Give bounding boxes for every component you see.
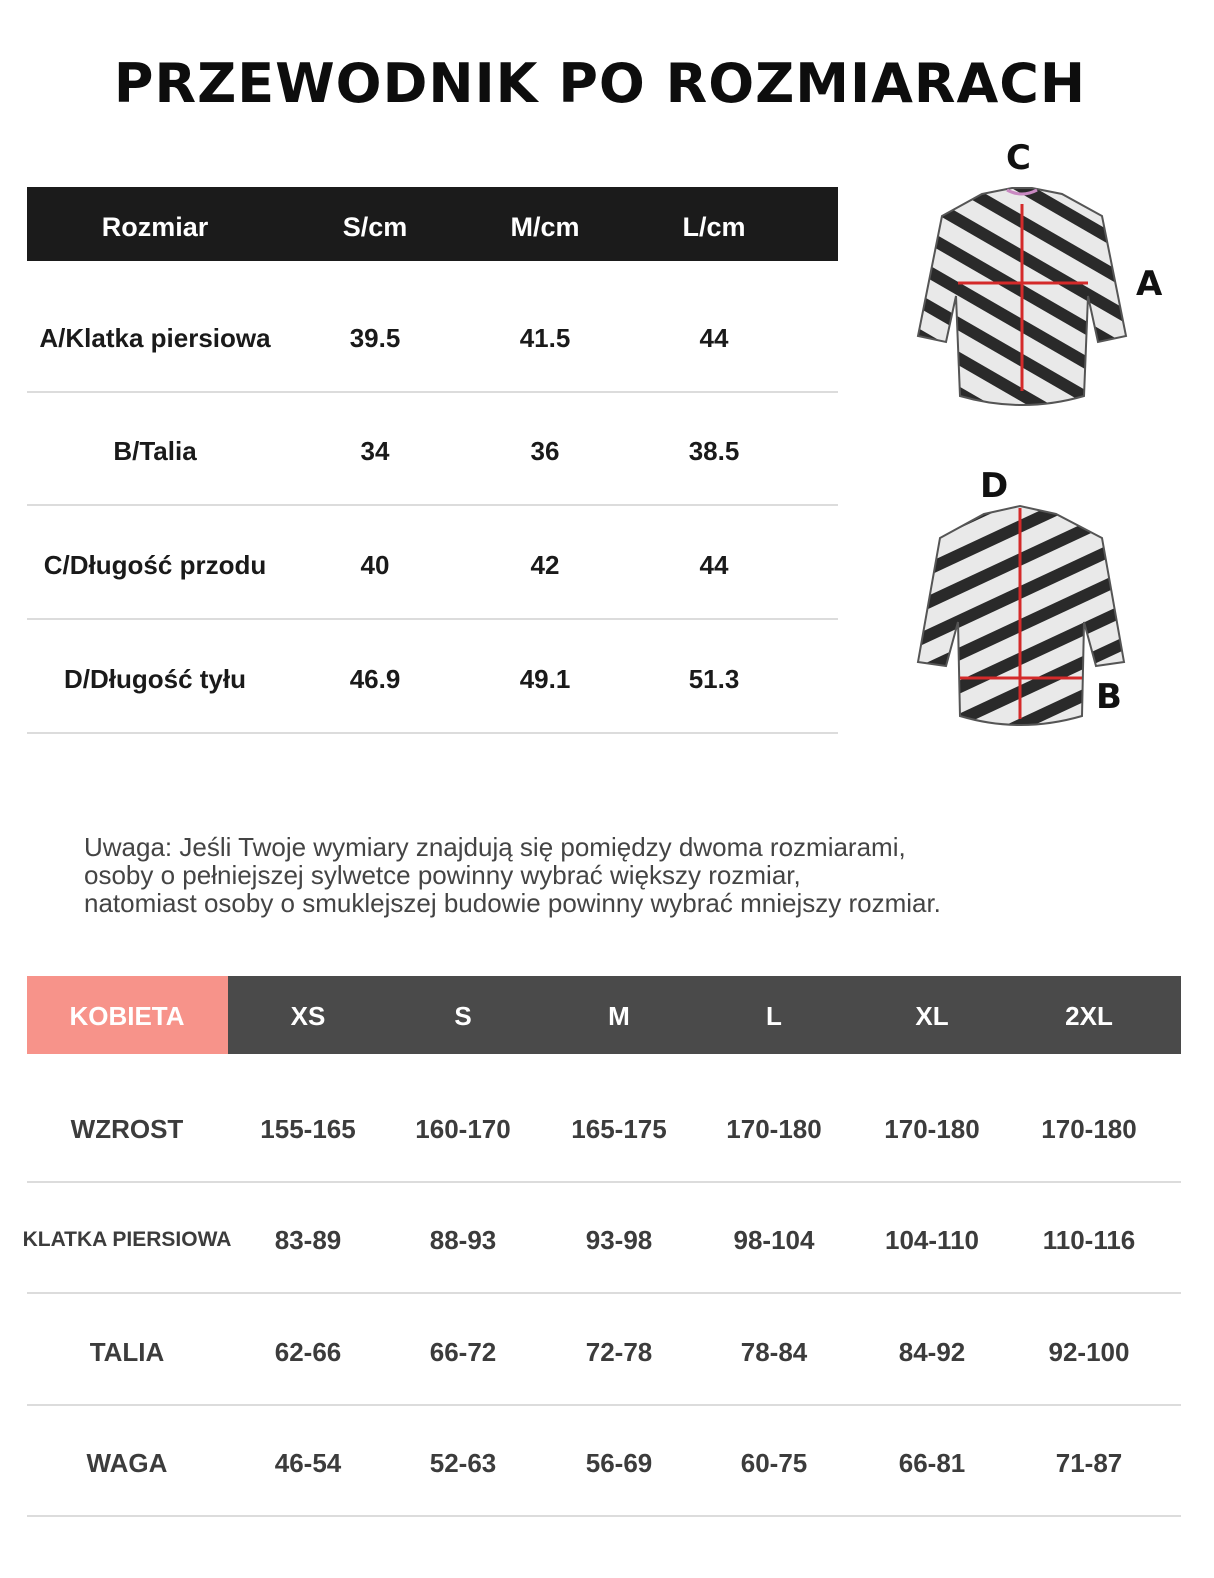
cell-xl: 66-81 bbox=[898, 1448, 966, 1478]
cell-m: 49.1 bbox=[519, 664, 571, 694]
cell-m: 93-98 bbox=[585, 1225, 653, 1255]
cell-m: 165-175 bbox=[571, 1114, 667, 1144]
row-label: C/Długość przodu bbox=[43, 550, 267, 580]
cell-l: 38.5 bbox=[688, 436, 740, 466]
cell-xs: 155-165 bbox=[260, 1114, 356, 1144]
table-row bbox=[27, 1404, 1181, 1517]
cell-2xl: 92-100 bbox=[1048, 1337, 1130, 1367]
label-d: D bbox=[980, 466, 1009, 506]
cell-s: 46.9 bbox=[349, 664, 401, 694]
table-row bbox=[27, 1070, 1181, 1183]
cell-2xl: 71-87 bbox=[1055, 1448, 1123, 1478]
jersey-front-illustration bbox=[912, 186, 1132, 416]
header-xs: XS bbox=[290, 1001, 326, 1031]
table-row bbox=[27, 391, 838, 506]
header-kobieta: KOBIETA bbox=[69, 1001, 185, 1031]
cell-xs: 62-66 bbox=[274, 1337, 342, 1367]
cell-m: 56-69 bbox=[585, 1448, 653, 1478]
header-size: Rozmiar bbox=[101, 212, 209, 242]
measure-table-header bbox=[27, 187, 838, 261]
header-m: M bbox=[608, 1001, 630, 1031]
cell-m: 41.5 bbox=[519, 323, 571, 353]
row-label: KLATKA PIERSIOWA bbox=[22, 1228, 232, 1251]
table-row bbox=[27, 1293, 1181, 1406]
header-xl: XL bbox=[915, 1001, 949, 1031]
page-title: PRZEWODNIK PO ROZMIARACH bbox=[113, 52, 1087, 115]
row-label: B/Talia bbox=[113, 436, 197, 466]
header-2xl: 2XL bbox=[1065, 1001, 1113, 1031]
row-label: WZROST bbox=[70, 1114, 184, 1144]
cell-xl: 104-110 bbox=[885, 1225, 979, 1255]
cell-xs: 46-54 bbox=[274, 1448, 342, 1478]
cell-m: 36 bbox=[530, 436, 560, 466]
cell-l: 60-75 bbox=[740, 1448, 808, 1478]
row-label: WAGA bbox=[86, 1448, 168, 1478]
table-row bbox=[27, 619, 838, 734]
cell-l: 44 bbox=[699, 323, 729, 353]
row-label: D/Długość tyłu bbox=[63, 664, 246, 694]
header-s: S/cm bbox=[342, 212, 408, 242]
size-note bbox=[84, 833, 1184, 917]
row-label: A/Klatka piersiowa bbox=[39, 323, 271, 353]
header-m: M/cm bbox=[510, 212, 580, 242]
label-c: C bbox=[1006, 138, 1031, 178]
note-line: natomiast osoby o smuklejszej budowie powinny wybrać mniejszy rozmiar. bbox=[84, 888, 941, 918]
cell-xs: 83-89 bbox=[274, 1225, 342, 1255]
cell-m: 72-78 bbox=[585, 1337, 653, 1367]
cell-s: 40 bbox=[360, 550, 390, 580]
cell-s: 66-72 bbox=[429, 1337, 497, 1367]
cell-xl: 170-180 bbox=[884, 1114, 980, 1144]
label-b: B bbox=[1096, 677, 1122, 717]
cell-s: 34 bbox=[360, 436, 390, 466]
cell-s: 160-170 bbox=[415, 1114, 511, 1144]
women-table-header bbox=[27, 976, 1181, 1054]
cell-2xl: 110-116 bbox=[1042, 1225, 1136, 1255]
jersey-back-illustration bbox=[912, 504, 1132, 734]
note-line: osoby o pełniejszej sylwetce powinny wybrać większy rozmiar, bbox=[84, 860, 801, 890]
cell-l: 44 bbox=[699, 550, 729, 580]
cell-l: 98-104 bbox=[733, 1225, 815, 1255]
cell-m: 42 bbox=[530, 550, 560, 580]
cell-l: 51.3 bbox=[688, 664, 740, 694]
table-row bbox=[27, 278, 838, 393]
label-a: A bbox=[1136, 264, 1163, 304]
header-l: L bbox=[766, 1001, 782, 1031]
table-row bbox=[27, 505, 838, 620]
cell-l: 78-84 bbox=[740, 1337, 808, 1367]
cell-s: 39.5 bbox=[349, 323, 401, 353]
cell-s: 88-93 bbox=[429, 1225, 497, 1255]
cell-xl: 84-92 bbox=[898, 1337, 966, 1367]
cell-l: 170-180 bbox=[726, 1114, 822, 1144]
table-row bbox=[22, 1181, 1181, 1294]
cell-2xl: 170-180 bbox=[1041, 1114, 1137, 1144]
header-l: L/cm bbox=[682, 212, 746, 242]
header-s: S bbox=[454, 1001, 472, 1031]
row-label: TALIA bbox=[89, 1337, 165, 1367]
note-line: Uwaga: Jeśli Twoje wymiary znajdują się pomiędzy dwoma rozmiarami, bbox=[84, 832, 906, 862]
cell-s: 52-63 bbox=[429, 1448, 497, 1478]
